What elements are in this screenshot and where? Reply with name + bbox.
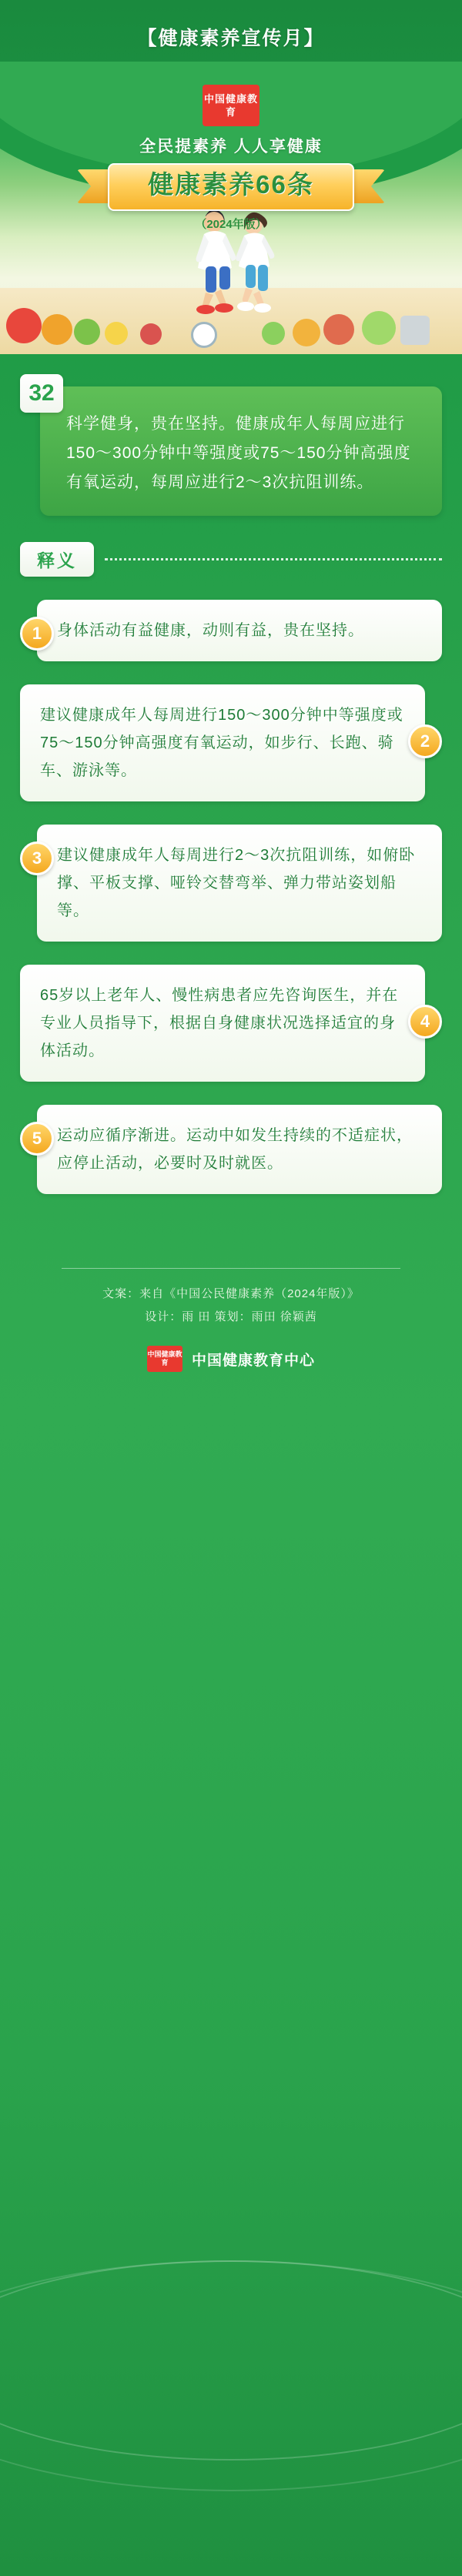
- lemon-icon: [105, 322, 128, 345]
- footer-divider: [62, 1268, 400, 1269]
- health-education-logo: 中国健康教育: [203, 85, 259, 126]
- decorative-arc-1: [0, 2260, 462, 2461]
- ribbon-title: 健康素养66条: [148, 170, 314, 199]
- footer-brand-name: 中国健康教育中心: [191, 1352, 315, 1369]
- carrot-icon: [323, 314, 354, 345]
- list-item: [20, 965, 442, 1082]
- soccer-ball-icon: [191, 322, 217, 348]
- entry-number-badge: 32: [20, 374, 63, 413]
- list-item: [20, 825, 442, 942]
- item-number-badge: 5: [20, 1122, 54, 1156]
- list-item: [20, 600, 442, 661]
- main-statement-block: [20, 380, 442, 516]
- dumbbell-icon: [400, 316, 430, 345]
- poster-banner: [0, 62, 462, 354]
- broccoli-icon: [262, 322, 285, 345]
- poster-slogan: 全民提素养 人人享健康: [139, 138, 323, 156]
- decorative-arc-2: [0, 2260, 462, 2491]
- main-statement-text: 科学健身，贵在坚持。健康成年人每周应进行150～300分钟中等强度或75～150分钟高强度有氧运动，每周应进行2～3次抗阻训练。: [40, 386, 442, 516]
- ribbon-subtitle: （2024年版）: [195, 218, 267, 231]
- item-text: 建议健康成年人每周进行150～300分钟中等强度或75～150分钟高强度有氧运动，如步行、长跑、骑车、游泳等。: [20, 684, 425, 801]
- list-item: [20, 684, 442, 801]
- item-number-badge: 1: [20, 617, 54, 651]
- orange-icon: [42, 314, 72, 345]
- page-footer: [0, 1248, 462, 1403]
- dotted-divider: [105, 558, 442, 560]
- page-header: [0, 0, 462, 62]
- item-number-badge: 4: [408, 1005, 442, 1039]
- footer-credit-source: 文案：来自《中国公民健康素养（2024年版）》: [102, 1287, 360, 1300]
- apple-green-icon: [74, 319, 100, 345]
- item-number-badge: 3: [20, 841, 54, 875]
- footer-credit-staff: 设计：雨 田 策划：雨田 徐颖茜: [145, 1310, 317, 1323]
- health-education-logo-footer: 中国健康教育: [147, 1346, 182, 1372]
- pear-icon: [362, 311, 396, 345]
- content-area: [0, 380, 462, 1194]
- item-text: 运动应循序渐进。运动中如发生持续的不适症状，应停止活动，必要时及时就医。: [37, 1105, 442, 1194]
- poster-ribbon: [77, 159, 385, 231]
- explanation-label: 释义: [20, 542, 94, 577]
- explanation-header: [20, 542, 442, 577]
- tomato-icon: [6, 308, 42, 343]
- footer-brand: [0, 1346, 462, 1372]
- berry-icon: [140, 323, 162, 345]
- item-text: 建议健康成年人每周进行2～3次抗阻训练，如俯卧撑、平板支撑、哑铃交替弯举、弹力带站姿划船等。: [37, 825, 442, 942]
- item-text: 身体活动有益健康，动则有益，贵在坚持。: [37, 600, 442, 661]
- page-title: 【健康素养宣传月】: [137, 28, 325, 49]
- list-item: [20, 1105, 442, 1194]
- item-text: 65岁以上老年人、慢性病患者应先咨询医生，并在专业人员指导下，根据自身健康状况选择适宜的身体活动。: [20, 965, 425, 1082]
- item-number-badge: 2: [408, 724, 442, 758]
